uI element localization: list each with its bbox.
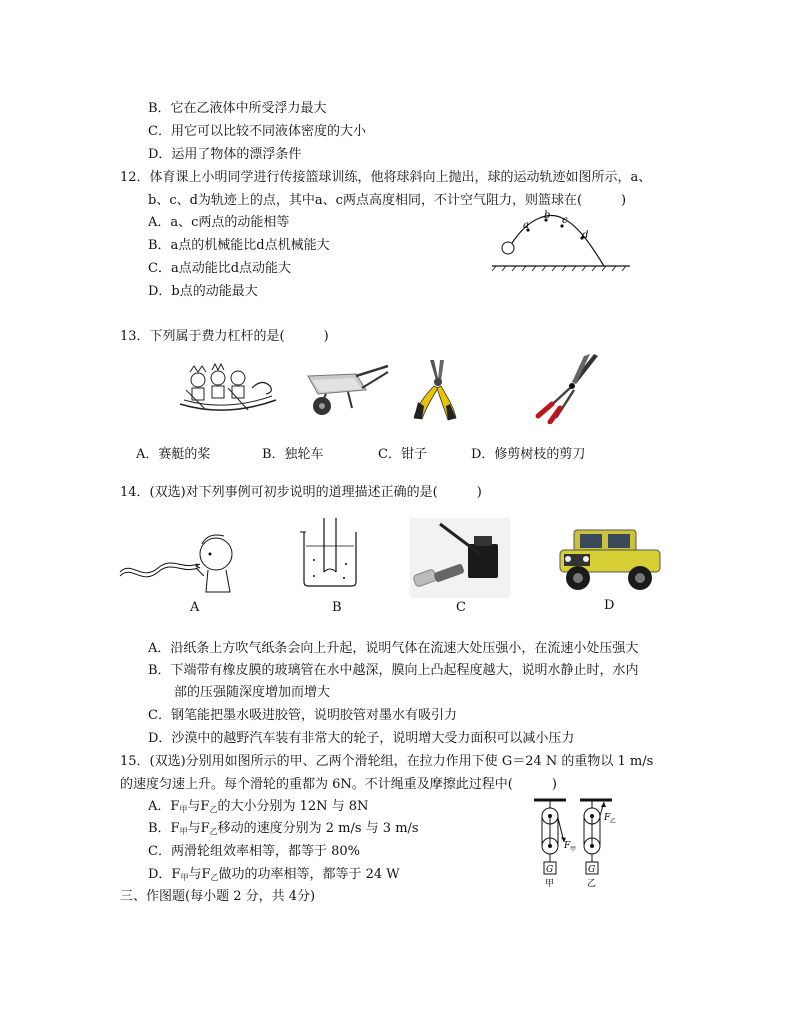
q13-option-a: A．赛艇的桨 <box>136 447 211 462</box>
q12-trajectory-figure <box>492 206 632 272</box>
q14-stem: 14．(双选)对下列事例可初步说明的道理描述正确的是( ) <box>120 485 482 500</box>
q14-option-b-line2: 部的压强随深度增加而增大 <box>174 685 331 700</box>
svg-text:乙: 乙 <box>610 818 617 825</box>
weight-g-jia: G <box>546 865 554 875</box>
label-yi: 乙 <box>587 879 597 889</box>
glass-tube-in-water-figure <box>300 516 360 588</box>
option-d: D．运用了物体的漂浮条件 <box>148 147 302 162</box>
wheelbarrow-image <box>296 360 390 422</box>
option-b: B．它在乙液体中所受浮力最大 <box>148 101 327 116</box>
q15-option-c: C．两滑轮组效率相等，都等于 80% <box>148 844 360 859</box>
q15-option-b: B．$F_甲$与$F_乙$移动的速度分别为 2 m/s 与 3 m/s <box>148 821 419 836</box>
q14-option-b-line1: B．下端带有橡皮膜的玻璃管在水中越深，膜向上凸起程度越大，说明水静止时，水内 <box>148 663 639 678</box>
weight-g-yi: G <box>588 865 596 875</box>
q14-option-c: C．钢笔能把墨水吸进胶管，说明胶管对墨水有吸引力 <box>148 708 457 723</box>
q13-option-d: D．修剪树枝的剪刀 <box>471 447 586 462</box>
q15-stem-line1: 15．(双选)分别用如图所示的甲、乙两个滑轮组，在拉力作用下使 G＝24 N 的重物以 1 m/s <box>120 754 654 769</box>
q15-stem-line2: 的速度匀速上升。每个滑轮的重都为 6N。不计绳重及摩擦此过程中( ) <box>120 777 557 792</box>
label-b: b <box>544 210 551 221</box>
option-c: C．用它可以比较不同液体密度的大小 <box>148 124 366 139</box>
q14-option-d: D．沙漠中的越野汽车装有非常大的轮子，说明增大受力面积可以减小压力 <box>148 731 575 746</box>
pliers-image <box>408 356 462 422</box>
pruning-shears-image <box>532 352 602 424</box>
label-d: d <box>582 230 589 241</box>
blowing-paper-figure <box>118 520 236 600</box>
q12-option-a: A．a、c两点的动能相等 <box>148 215 290 230</box>
q12-option-d: D．b点的动能最大 <box>148 284 258 299</box>
q12-option-c: C．a点动能比d点动能大 <box>148 261 292 276</box>
fig-label-a: A <box>190 600 200 615</box>
q12-stem-line2: b、c、d为轨迹上的点，其中a、c两点高度相同，不计空气阻力，则篮球在( ) <box>148 193 627 208</box>
q15-option-d: D．$F_甲$与$F_乙$做功的功率相等，都等于 24 W <box>148 867 400 882</box>
pulley-systems-figure <box>534 796 630 890</box>
force-f-yi: F <box>604 813 611 823</box>
rowing-boat-image <box>176 360 280 420</box>
fig-label-c: C <box>456 600 466 615</box>
label-a: a <box>523 220 529 231</box>
section-title: 三、作图题(每小题 2 分，共 4分) <box>120 889 316 904</box>
q13-option-b: B．独轮车 <box>262 447 324 462</box>
fountain-pen-ink-image <box>410 518 510 598</box>
label-jia: 甲 <box>545 879 555 889</box>
q13-option-c: C．钳子 <box>378 447 427 462</box>
q13-stem: 13．下列属于费力杠杆的是( ) <box>120 329 329 344</box>
q12-stem-line1: 12．体育课上小明同学进行传接篮球训练，他将球斜向上抛出，球的运动轨迹如图所示，a、 <box>120 170 652 185</box>
q12-option-b: B．a点的机械能比d点机械能大 <box>148 238 330 253</box>
force-f-jia: F <box>564 841 571 851</box>
q14-option-a: A．沿纸条上方吹气纸条会向上升起，说明气体在流速大处压强小，在流速小处压强大 <box>148 641 639 656</box>
svg-text:甲: 甲 <box>570 846 577 853</box>
fig-label-b: B <box>332 600 342 615</box>
q15-option-a: A．$F_甲$与$F_乙$的大小分别为 12N 与 8N <box>148 799 369 814</box>
offroad-vehicle-image <box>556 522 664 594</box>
fig-label-d: D <box>604 598 615 613</box>
label-c: c <box>562 215 568 226</box>
